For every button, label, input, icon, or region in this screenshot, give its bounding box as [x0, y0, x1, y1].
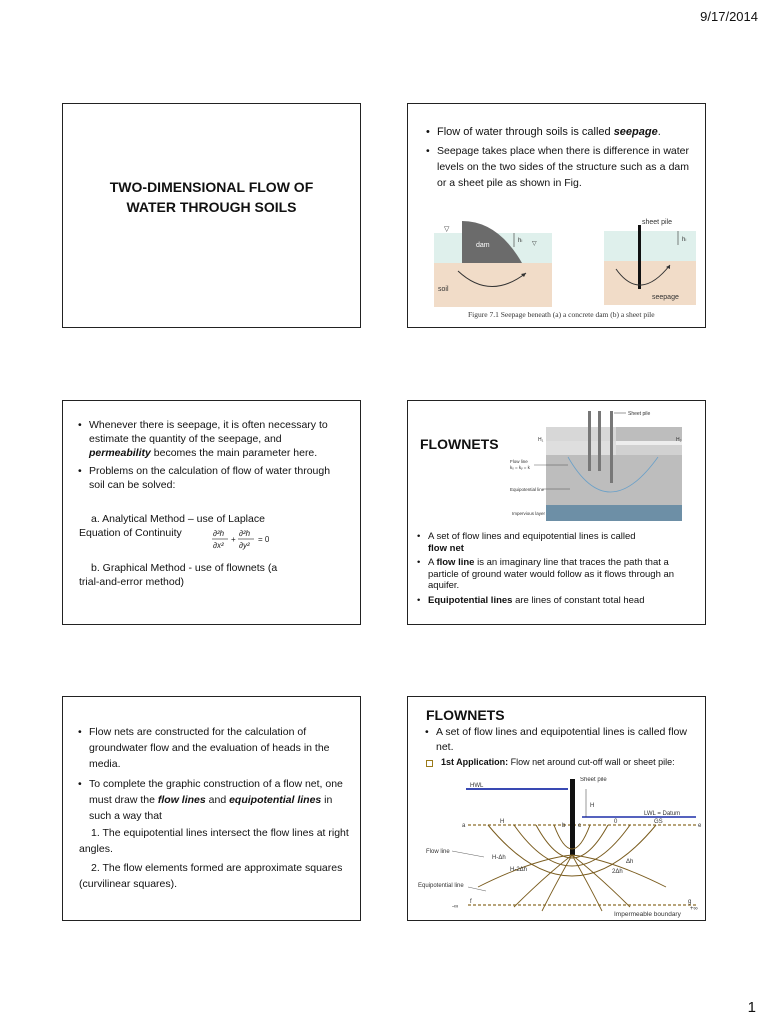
permeability-term: permeability — [89, 447, 151, 459]
equipotential-lines-term: equipotential lines — [229, 794, 322, 806]
plus-infinity-label: +∞ — [690, 906, 698, 912]
bullet-text: Whenever there is seepage, it is often necessary to estimate the quantity of the seepage, and — [89, 419, 328, 445]
application-label: 1st Application: — [441, 757, 509, 767]
slide-5-construction — [62, 696, 361, 921]
impervious-label: Impervious layer — [512, 511, 546, 516]
rule-2: 2. The flow elements formed are approximate squares (curvilinear squares). — [79, 862, 343, 890]
slide-3-methods — [62, 400, 361, 625]
svg-text:∂x²: ∂x² — [213, 541, 224, 550]
flownet-diagram — [508, 407, 688, 525]
equipotential-label: Equipotential line — [510, 487, 545, 492]
point-f-label: f — [470, 899, 472, 905]
slide-6-title: FLOWNETS — [426, 707, 505, 723]
svg-text:∂y²: ∂y² — [239, 541, 250, 550]
flownet-bullets — [428, 531, 695, 609]
bullet-text: . — [657, 126, 661, 138]
h-minus-dh-label: H-Δh — [492, 855, 506, 861]
h-upstream-label: H — [500, 819, 505, 825]
laplace-equation — [211, 526, 291, 554]
dam-label: dam — [476, 242, 490, 249]
flow-line-label: Flow line — [510, 459, 528, 464]
point-g-label: g — [688, 899, 692, 905]
slide-1-heading — [83, 177, 340, 217]
slide-2-seepage — [407, 103, 706, 328]
bullet-flow-net: • A set of flow lines and equipotential lines is called flow net. — [436, 725, 695, 755]
slide-4-flownets — [407, 400, 706, 625]
title-line-2: WATER THROUGH SOILS — [126, 199, 297, 215]
water-level-icon: ▽ — [444, 226, 450, 233]
lwl-label: LWL = Datum — [644, 811, 681, 817]
bullet-text: are lines of constant total head — [512, 594, 645, 606]
bullet-permeability — [89, 418, 346, 460]
pointer-line — [468, 887, 486, 891]
bullet-text: becomes the main parameter here. — [150, 447, 318, 459]
seepage-term: seepage — [613, 126, 658, 138]
item-a-line-2: Equation of Continuity — [79, 527, 182, 539]
gs-label: GS — [654, 819, 663, 825]
bullet-construction — [89, 776, 350, 824]
equipotential-term: Equipotential lines — [428, 594, 513, 606]
bullet-seepage-cause: • Seepage takes place when there is difference in water levels on the two sides of the structure such as a dam or a sheet pile as shown in Fig. — [437, 143, 689, 191]
figure-caption: Figure 7.1 Seepage beneath (a) a concrete dam (b) a sheet pile — [468, 310, 655, 319]
seepage-label: seepage — [652, 294, 679, 301]
seepage-figure — [430, 217, 700, 309]
bullet-text: in such a way that — [89, 794, 333, 822]
two-dh-label: 2Δh — [612, 869, 623, 875]
h-right-label: H₂ — [676, 437, 682, 443]
sheet-pile-shape — [588, 411, 591, 471]
head-label-a: hₗ — [518, 238, 523, 244]
bullet-equipotential-definition — [428, 595, 695, 607]
seepage-bullets — [437, 124, 689, 194]
bullet-problems: • Problems on the calculation of flow of water through soil can be solved: — [89, 464, 346, 492]
h-minus-2dh-label: H-2Δh — [510, 867, 528, 873]
head-label-b: hₗ — [682, 237, 687, 243]
sheet-pile-shape — [598, 411, 601, 471]
svg-text:+: + — [231, 535, 236, 544]
sheet-pile-shape — [610, 411, 613, 483]
point-c-label: c — [578, 823, 581, 829]
sheet-pile-flownet-diagram — [414, 777, 702, 919]
bullet-text: is an imaginary line that traces the path that a particle of ground water would follow as it flows through an aquifer. — [428, 557, 675, 591]
slide-6-flownets-application — [407, 696, 706, 921]
soil-label: soil — [438, 286, 449, 293]
flownet-bullets-2 — [436, 725, 695, 755]
bullet-text: Flow of water through soils is called — [437, 126, 614, 138]
slide-1-title — [62, 103, 361, 328]
water-region — [604, 231, 696, 261]
water-downstream — [616, 441, 682, 445]
impermeable-label: Impermeable boundary — [614, 911, 681, 918]
flow-line-term: flow line — [436, 557, 475, 568]
construction-bullets — [89, 724, 350, 828]
flow-net-term: flow net — [428, 542, 464, 554]
equipotential-label: Equipotential line — [418, 883, 464, 889]
bullet-text: A set of flow lines and equipotential lines is called — [428, 531, 636, 542]
sheet-pile-label: sheet pile — [642, 219, 672, 226]
item-a-line-1: a. Analytical Method – use of Laplace — [91, 513, 265, 525]
rule-1: 1. The equipotential lines intersect the flow lines at right angles. — [79, 827, 349, 855]
bullet-text: and — [205, 794, 230, 806]
minus-infinity-label: -∞ — [452, 904, 459, 910]
methods-bullets — [89, 418, 346, 496]
equipotential-lines — [478, 855, 666, 911]
soil-region — [434, 263, 552, 307]
point-a-label: a — [462, 823, 466, 829]
page-number: 1 — [747, 999, 756, 1016]
bullet-purpose: • Flow nets are constructed for the calculation of groundwater flow and the evaluation of heads in the media. — [89, 724, 350, 772]
bullet-text: To complete the graphic construction of a flow net, one must draw the — [89, 778, 343, 806]
sheet-pile-shape — [570, 779, 575, 855]
impervious-layer — [546, 505, 682, 521]
hwl-label: HWL — [470, 783, 484, 789]
bullet-text: A — [428, 557, 437, 568]
svg-text:= 0: = 0 — [258, 535, 270, 544]
point-b-label: b — [562, 823, 566, 829]
svg-text:∂²h: ∂²h — [239, 529, 251, 538]
h1-label: H₁ — [538, 437, 544, 443]
h-label: H — [590, 803, 595, 809]
flow-line-label: Flow line — [426, 849, 450, 855]
sheet-pile-shape — [638, 225, 641, 289]
header-date: 9/17/2014 — [700, 9, 758, 24]
square-bullet-icon — [426, 760, 433, 767]
sheet-pile-label: Sheet pile — [628, 411, 651, 417]
pointer-line — [452, 851, 484, 857]
title-line-1: TWO-DIMENSIONAL FLOW OF — [109, 179, 314, 195]
item-b-line-2: trial-and-error method) — [79, 576, 185, 588]
application-text — [441, 757, 695, 768]
bullet-flow-net-definition — [428, 531, 695, 554]
bullet-seepage-definition — [437, 124, 689, 140]
water-level-icon: ▽ — [532, 241, 537, 247]
flow-lines-term: flow lines — [157, 794, 206, 806]
svg-text:∂²h: ∂²h — [213, 529, 225, 538]
permeability-label: kₓ = kᵧ = k — [510, 465, 530, 470]
item-b-line-1: b. Graphical Method - use of flownets (a — [91, 562, 278, 574]
bullet-flow-line-definition — [428, 557, 695, 592]
zero-label: 0 — [614, 819, 618, 825]
point-e-label: e — [698, 823, 702, 829]
dh-label: Δh — [626, 859, 634, 865]
slide-4-title: FLOWNETS — [420, 436, 499, 452]
application-description: Flow net around cut-off wall or sheet pile: — [508, 757, 675, 767]
sheet-pile-label: Sheet pile — [580, 777, 607, 783]
